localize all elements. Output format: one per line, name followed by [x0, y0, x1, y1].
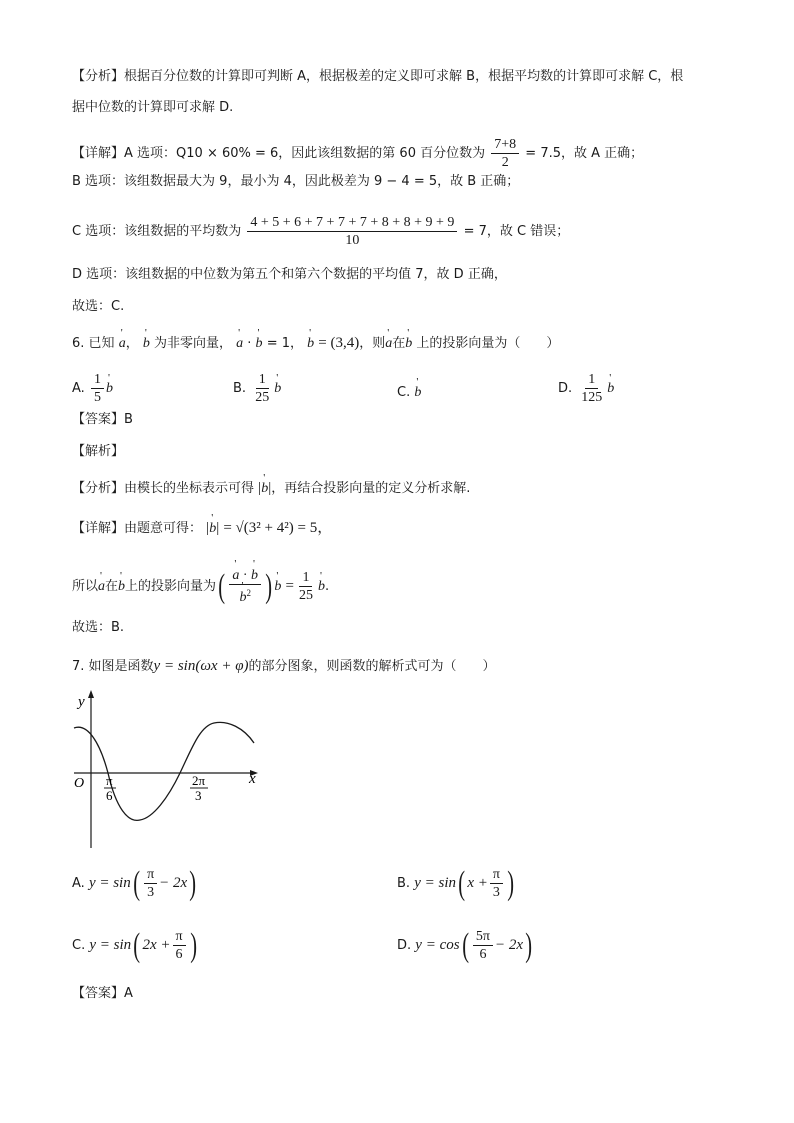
q7-option-b: B. y = sin( x + $\frac{\pi}{3}$ ) — [397, 864, 514, 902]
origin-label: O — [74, 776, 85, 791]
q7-option-c: C. y = sin( 2x + $\frac{\pi}{6}$ ) — [72, 926, 197, 964]
q6-answer: 【答案】B — [72, 412, 133, 427]
x-axis-label: x — [249, 771, 256, 787]
q7-answer: 【答案】A — [72, 986, 133, 1001]
q6-stem: 6. 已知 ' a， ' b 为非零向量， ' a · ' b = 1， ' b = (3,4)，则' a在' b 上的投影向量为（ ） — [72, 333, 559, 354]
vector-a: ' a — [119, 334, 126, 354]
vector-b: ' b — [143, 334, 150, 354]
q7-stem: 7. 如图是函数y = sin(ωx + φ)的部分图象，则函数的解析式可为（ ） — [72, 658, 496, 674]
q6-option-a: A. $\frac{1}{5}$ ' b — [72, 371, 113, 406]
tick-2pi3-num: 2π — [192, 773, 206, 788]
q6-choose: 故选：B. — [72, 620, 125, 635]
q6-option-b: B. $\frac{1}{25}$ ' b — [233, 371, 281, 406]
q5-line-c: C 选项：该组数据的平均数为 $\frac{4 + 5 + 6 + 7 + 7 + 7 + 8 + 8 + 9 + 9}{10}$ = 7，故 C 错误； — [72, 215, 570, 248]
q5-analysis-line2 — [72, 98, 233, 118]
analysis-text: 根据百分位数的计算即可判断 A，根据极差的定义即可求解 B，根据平均数的计算即可求解 C，根 — [124, 69, 684, 84]
tick-2pi3-den: 3 — [195, 788, 202, 803]
fraction: $\frac{4 + 5 + 6 + 7 + 7 + 7 + 8 + 8 + 9 + 9}{10}$ — [247, 214, 457, 249]
tick-pi6-num: π — [106, 773, 113, 788]
detail-text: A 选项：Q10 × 60% = 6，因此该组数据的第 60 百分位数为 — [124, 146, 486, 161]
q5-analysis-line1 — [72, 67, 683, 87]
q7-option-a: A. y = sin( $\frac{\pi}{3}$ − 2x) — [72, 864, 197, 902]
fraction: $\frac{7+8}{2}$ — [491, 136, 519, 171]
detail-tag: 【详解】 — [72, 146, 125, 161]
q6-summary: 所以' a在' b上的投影向量为( ' a · ' b ' $b^2$ )' b = $\frac{1}{25}$ ' b. — [72, 566, 329, 607]
function-expression: y = sin(ωx + φ) — [153, 658, 249, 674]
analysis-text: 据中位数的计算即可求解 D. — [72, 100, 234, 115]
q6-analysis: 【分析】由模长的坐标表示可得 |' b|，再结合投影向量的定义分析求解. — [72, 478, 470, 499]
q5-line-b: B 选项：该组数据最大为 9，最小为 4，因此极差为 9 − 4 = 5，故 B 正确； — [72, 174, 520, 189]
y-axis-label: y — [78, 694, 85, 710]
q6-detail: 【详解】由题意可得： |' b| = √(3² + 4²) = 5， — [72, 518, 332, 539]
sine-graph — [68, 688, 268, 853]
tick-pi6-den: 6 — [106, 788, 113, 803]
q5-detail-a — [72, 136, 643, 171]
q5-choose: 故选：C. — [72, 299, 125, 314]
detail-text: = 7.5，故 A 正确； — [525, 146, 644, 161]
q7-option-d: D. y = cos( $\frac{5\pi}{6}$ − 2x) — [397, 926, 533, 964]
q5-line-d: D 选项：该组数据的中位数为第五个和第六个数据的平均值 7，故 D 正确， — [72, 267, 507, 282]
y-axis-arrow — [88, 690, 94, 698]
analysis-tag: 【分析】 — [72, 69, 125, 84]
q6-option-c: C. ' b — [397, 371, 421, 403]
sine-curve — [74, 722, 254, 820]
q6-jiexi: 【解析】 — [72, 444, 125, 459]
q6-option-d: D. $\frac{1}{125}$ ' b — [558, 371, 614, 406]
